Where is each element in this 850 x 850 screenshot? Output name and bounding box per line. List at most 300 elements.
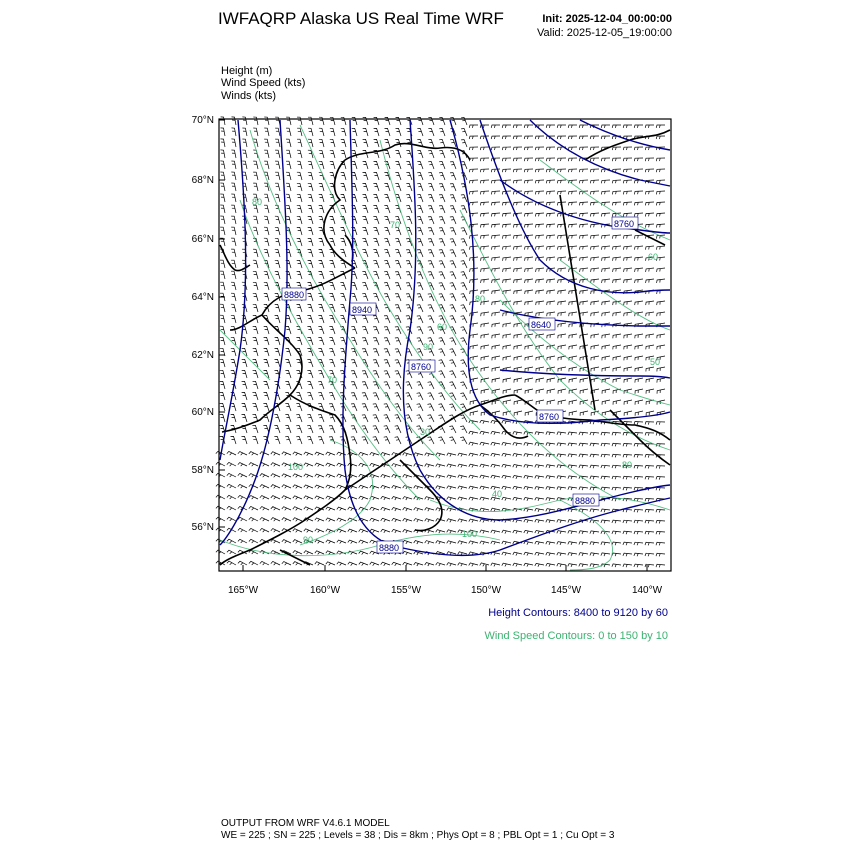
wind-barb	[326, 452, 335, 456]
wind-barb	[381, 518, 390, 522]
wind-barb	[503, 235, 512, 239]
lat-label: 70°N	[191, 115, 214, 126]
wind-barb	[315, 551, 324, 555]
wind-barb	[425, 519, 434, 522]
wind-barb	[656, 136, 665, 139]
wind-barb	[502, 464, 511, 467]
wind-barb	[646, 301, 654, 305]
wind-barb	[524, 487, 533, 490]
wind-barb	[439, 415, 446, 422]
wind-barb	[613, 356, 621, 360]
wind-barb	[384, 327, 390, 334]
field-height-label: Height (m)	[221, 65, 273, 77]
wind-barb	[315, 474, 324, 478]
wind-barb	[242, 117, 247, 125]
wind-barb	[480, 497, 489, 500]
wind-barb	[231, 403, 236, 411]
wind-barb	[645, 553, 654, 556]
wind-barb	[634, 531, 643, 534]
wind-barb	[428, 184, 434, 192]
wind-barb	[623, 125, 632, 128]
wind-barb	[480, 563, 489, 566]
wind-barb	[297, 183, 302, 191]
lon-label: 145°W	[550, 585, 582, 596]
wind-barb	[502, 147, 511, 150]
svg-text:8760: 8760	[411, 362, 432, 372]
wind-barb	[417, 151, 423, 159]
wind-barb	[231, 436, 237, 444]
wind-barb	[238, 561, 247, 565]
wind-barb	[447, 475, 456, 478]
wind-barb	[579, 542, 588, 545]
wind-barb	[569, 235, 578, 239]
wind-barb	[480, 158, 489, 161]
wind-barb	[546, 202, 555, 205]
wind-barb	[315, 562, 324, 566]
wind-barb	[624, 257, 632, 261]
wind-barb	[535, 169, 544, 172]
wind-barb	[514, 268, 522, 272]
wind-barb	[524, 158, 533, 161]
wind-barb	[557, 454, 566, 457]
wind-barb	[470, 334, 478, 338]
wind-barb	[491, 202, 500, 205]
wind-barb	[646, 334, 654, 338]
wind-barb	[275, 161, 280, 169]
wind-barb	[238, 539, 247, 543]
wind-barb	[396, 128, 402, 136]
wind-barb	[634, 125, 643, 128]
wind-barb	[417, 217, 423, 225]
wind-barb	[384, 272, 390, 280]
wind-barb	[634, 465, 643, 468]
wind-barb	[503, 268, 511, 272]
wind-barb	[242, 271, 247, 279]
wind-label-2: 80	[475, 294, 486, 304]
wind-barb	[362, 338, 368, 345]
wind-barb	[461, 250, 467, 257]
wind-barb	[492, 224, 501, 228]
wind-barb	[513, 125, 522, 128]
wind-barb	[326, 529, 335, 533]
wind-barb	[580, 411, 588, 416]
wind-barb	[613, 378, 621, 383]
wind-barb	[275, 271, 280, 279]
wind-barb	[524, 213, 533, 217]
wind-barb	[502, 563, 511, 566]
wind-barb	[417, 393, 423, 400]
wind-barb	[657, 367, 665, 372]
wind-barb	[439, 151, 445, 159]
wind-barb	[590, 202, 599, 205]
wind-barb	[480, 453, 489, 456]
wind-barb	[634, 191, 643, 194]
wind-barb	[439, 239, 445, 246]
wind-barb	[406, 184, 412, 192]
wind-barb	[282, 496, 291, 500]
wind-barb	[406, 162, 412, 170]
wind-barb	[330, 260, 336, 268]
wind-barb	[275, 260, 280, 268]
wind-barb	[524, 147, 533, 150]
wind-barb	[216, 506, 225, 510]
wind-barb	[502, 552, 511, 555]
wind-barb	[569, 246, 578, 250]
wind-barb	[646, 246, 655, 250]
wind-barb	[253, 381, 258, 389]
wind-barb	[417, 162, 423, 170]
wind-barb	[524, 498, 533, 501]
wind-barb	[260, 561, 269, 565]
wind-barb	[656, 553, 665, 556]
wind-label-1: 70	[390, 220, 401, 230]
wind-barb	[307, 337, 313, 345]
wind-barb	[384, 316, 390, 323]
wind-barb	[645, 433, 654, 436]
wind-barb	[450, 371, 457, 378]
height-contour-labels	[282, 217, 638, 553]
wind-barb	[568, 542, 577, 545]
wind-barb	[406, 283, 412, 290]
wind-barb	[253, 337, 258, 345]
wind-barb	[480, 541, 489, 544]
wind-barb	[253, 326, 258, 334]
wind-barb	[513, 486, 522, 489]
wind-barb	[535, 563, 544, 566]
wind-barb	[414, 519, 423, 523]
wind-barb	[297, 216, 302, 224]
wind-barb	[613, 268, 621, 272]
wind-barb	[275, 249, 280, 257]
wind-barb	[514, 378, 522, 383]
wind-barb	[635, 301, 643, 305]
wind-barb	[271, 463, 280, 467]
wind-barb	[480, 191, 489, 194]
wind-barb	[330, 172, 335, 180]
wind-barb	[363, 183, 369, 191]
wind-barb	[601, 432, 610, 435]
wind-barb	[480, 202, 489, 205]
lat-label: 64°N	[191, 292, 214, 303]
wind-barb	[286, 150, 291, 158]
wind-barb	[480, 213, 489, 217]
wind-barb	[231, 161, 236, 169]
wind-barb	[363, 139, 368, 147]
wind-barb	[558, 334, 566, 338]
wind-barb	[263, 403, 269, 411]
wind-barb	[253, 260, 258, 268]
wind-barb	[568, 476, 577, 479]
wind-barb	[286, 194, 291, 202]
wind-barb	[634, 422, 643, 425]
wind-barb	[428, 162, 434, 170]
wind-barb	[370, 453, 379, 457]
wind-barb	[481, 334, 489, 338]
wind-barb	[524, 519, 533, 522]
wind-barb	[656, 169, 665, 172]
wind-barb	[458, 453, 467, 456]
wind-barb	[461, 129, 467, 137]
wind-barb	[502, 541, 511, 544]
wind-barb	[645, 564, 654, 567]
wind-barb	[458, 541, 467, 545]
wind-barb	[568, 147, 577, 150]
wind-barb	[253, 117, 258, 125]
wind-barb	[216, 462, 225, 466]
valid-time: Valid: 2025-12-05_19:00:00	[537, 27, 672, 39]
wind-barb	[286, 205, 291, 213]
wind-speed-contours-legend: Wind Speed Contours: 0 to 150 by 10	[484, 630, 668, 642]
wind-barb	[491, 475, 500, 478]
wind-barb	[384, 250, 390, 258]
wind-barb	[428, 217, 434, 224]
wind-barb	[645, 542, 654, 545]
wind-barb	[352, 128, 357, 136]
wind-barb	[231, 315, 236, 323]
wind-barb	[491, 563, 500, 566]
wind-label-10: 90	[303, 535, 314, 545]
wind-barb	[296, 426, 302, 434]
wind-barb	[491, 431, 500, 434]
wind-barb	[568, 158, 577, 161]
wind-barb	[602, 301, 610, 305]
wind-barb	[220, 172, 225, 180]
wind-barb	[220, 260, 225, 268]
wind-barb	[546, 553, 555, 556]
wind-barb	[436, 475, 445, 478]
wind-barb	[480, 169, 489, 172]
wind-barb	[417, 283, 423, 290]
lat-label: 60°N	[191, 407, 214, 418]
wind-barb	[503, 257, 511, 261]
wind-barb	[403, 562, 412, 566]
wind-barb	[341, 128, 346, 136]
wind-barb	[264, 282, 269, 290]
wind-barb	[634, 564, 643, 567]
wind-barb	[231, 150, 236, 158]
wind-barb	[558, 389, 566, 394]
wind-barb	[220, 282, 225, 290]
wind-barb	[469, 431, 478, 434]
wind-barb	[657, 235, 666, 239]
wind-barb	[447, 453, 456, 456]
wind-barb	[623, 158, 632, 161]
wind-barb	[546, 465, 555, 468]
wind-barb	[406, 404, 412, 411]
wind-barb	[348, 562, 357, 566]
wind-barb	[439, 393, 446, 400]
wind-barb	[461, 316, 467, 323]
wind-barb	[238, 528, 247, 532]
wind-barb	[535, 454, 544, 457]
wind-barb	[264, 216, 269, 224]
wind-barb	[480, 464, 489, 467]
wind-barb	[340, 382, 346, 389]
wind-barb	[232, 117, 237, 125]
wind-barb	[329, 282, 335, 290]
wind-barb	[304, 496, 313, 500]
wind-barb	[307, 371, 313, 379]
wind-barb	[351, 371, 357, 378]
wind-barb	[319, 238, 324, 246]
wind-barb	[491, 158, 500, 161]
wind-barb	[231, 271, 236, 279]
wind-barb	[612, 158, 621, 161]
wind-barb	[447, 530, 456, 533]
wind-barb	[657, 268, 665, 272]
wind-barb	[253, 370, 258, 378]
wind-barb	[558, 257, 566, 261]
wind-barb	[417, 272, 423, 279]
wind-barb	[646, 312, 654, 316]
wind-barb	[439, 140, 445, 148]
wind-barb	[546, 563, 555, 566]
wind-barb	[470, 356, 478, 360]
wind-barb	[624, 246, 633, 250]
wind-barb	[341, 150, 346, 158]
wind-barb	[337, 518, 346, 522]
wind-barb	[613, 334, 621, 338]
wind-barb	[470, 312, 478, 316]
wind-barb	[524, 443, 533, 446]
wind-barb	[253, 161, 258, 169]
wind-barb	[329, 426, 335, 433]
wind-barb	[439, 195, 445, 202]
svg-text:8880: 8880	[379, 543, 400, 553]
wind-barb	[242, 337, 247, 345]
wind-barb	[297, 304, 303, 312]
wind-barb	[470, 345, 478, 349]
wind-barb	[657, 389, 665, 394]
wind-barb	[319, 139, 324, 147]
wind-barb	[220, 161, 225, 169]
wind-barb	[481, 367, 489, 372]
wind-barb	[449, 426, 456, 433]
wind-barb	[569, 323, 577, 327]
wind-barb	[447, 519, 456, 523]
wind-barb	[330, 216, 335, 224]
wind-barb	[297, 128, 302, 136]
wind-barb	[264, 205, 269, 213]
wind-barb	[304, 485, 313, 489]
wind-barb	[315, 496, 324, 500]
wind-barb	[481, 356, 489, 360]
wind-barb	[590, 169, 599, 172]
wind-barb	[623, 564, 632, 567]
wind-barb	[590, 136, 599, 139]
wind-barb	[535, 136, 544, 139]
wind-barb	[403, 453, 412, 457]
wind-barb	[450, 360, 457, 367]
wind-barb	[341, 194, 346, 202]
wind-barb	[271, 496, 280, 500]
wind-barb	[525, 279, 533, 283]
wind-barb	[580, 246, 589, 250]
wind-barb	[546, 180, 555, 183]
wind-barb	[417, 239, 423, 246]
wind-barb	[406, 217, 412, 225]
wind-barb	[392, 464, 401, 468]
wind-barb	[326, 463, 335, 467]
wind-barb	[406, 151, 412, 159]
wind-barb	[242, 414, 248, 422]
wind-barb	[264, 117, 269, 125]
wind-barb	[612, 180, 621, 183]
wind-barb	[231, 414, 236, 422]
wind-barb	[513, 476, 522, 479]
wind-barb	[395, 371, 401, 378]
wind-barb	[373, 316, 379, 323]
wind-barb	[403, 508, 412, 512]
wind-barb	[395, 294, 401, 301]
wind-barb	[348, 496, 357, 500]
wind-barb	[503, 400, 511, 405]
lat-label: 68°N	[191, 175, 214, 186]
wind-barb	[293, 540, 302, 544]
wind-barb	[373, 205, 379, 213]
wind-barb	[326, 474, 335, 478]
wind-barb	[315, 540, 324, 544]
wind-barb	[645, 213, 654, 217]
wind-barb	[359, 496, 368, 500]
wind-barb	[308, 238, 313, 246]
height-label-2	[409, 360, 435, 372]
wind-barb	[307, 437, 313, 445]
wind-barb	[403, 497, 412, 500]
wind-barb	[612, 125, 621, 128]
wind-barb	[469, 202, 478, 205]
wind-barb	[613, 345, 621, 349]
wind-barb	[341, 238, 347, 246]
wind-barb	[558, 323, 566, 327]
wind-barb	[395, 415, 401, 422]
wind-barb	[362, 239, 368, 247]
wind-barb	[395, 382, 401, 389]
wind-barb	[296, 437, 302, 445]
wind-barb	[428, 272, 434, 279]
wind-barb	[428, 437, 435, 444]
wind-barb	[460, 393, 467, 400]
wind-barb	[569, 367, 577, 372]
wind-barb	[568, 487, 577, 490]
wind-barb	[602, 389, 610, 394]
wind-barb	[458, 519, 467, 522]
wind-barb	[242, 436, 248, 444]
wind-barb	[439, 228, 445, 235]
wind-barb	[231, 205, 236, 213]
wind-barb	[492, 367, 500, 372]
wind-barb	[274, 415, 280, 423]
wind-barb	[656, 488, 665, 491]
wind-barb	[502, 421, 511, 424]
wind-barb	[373, 250, 379, 258]
wind-label-0: 80	[252, 197, 263, 207]
wind-barb	[297, 205, 302, 213]
wind-barb	[450, 184, 456, 191]
wind-barb	[297, 150, 302, 158]
wind-barb	[635, 246, 644, 250]
wind-barb	[319, 194, 324, 202]
wind-barb	[547, 224, 556, 228]
wind-barb	[348, 463, 357, 467]
wind-barb	[304, 463, 313, 467]
plot-title: IWFAQRP Alaska US Real Time WRF	[218, 9, 504, 28]
wind-barb	[370, 485, 379, 489]
wind-barb	[461, 371, 468, 378]
wind-barb	[601, 520, 610, 523]
wind-barb	[362, 437, 368, 444]
wind-barb	[381, 496, 390, 500]
